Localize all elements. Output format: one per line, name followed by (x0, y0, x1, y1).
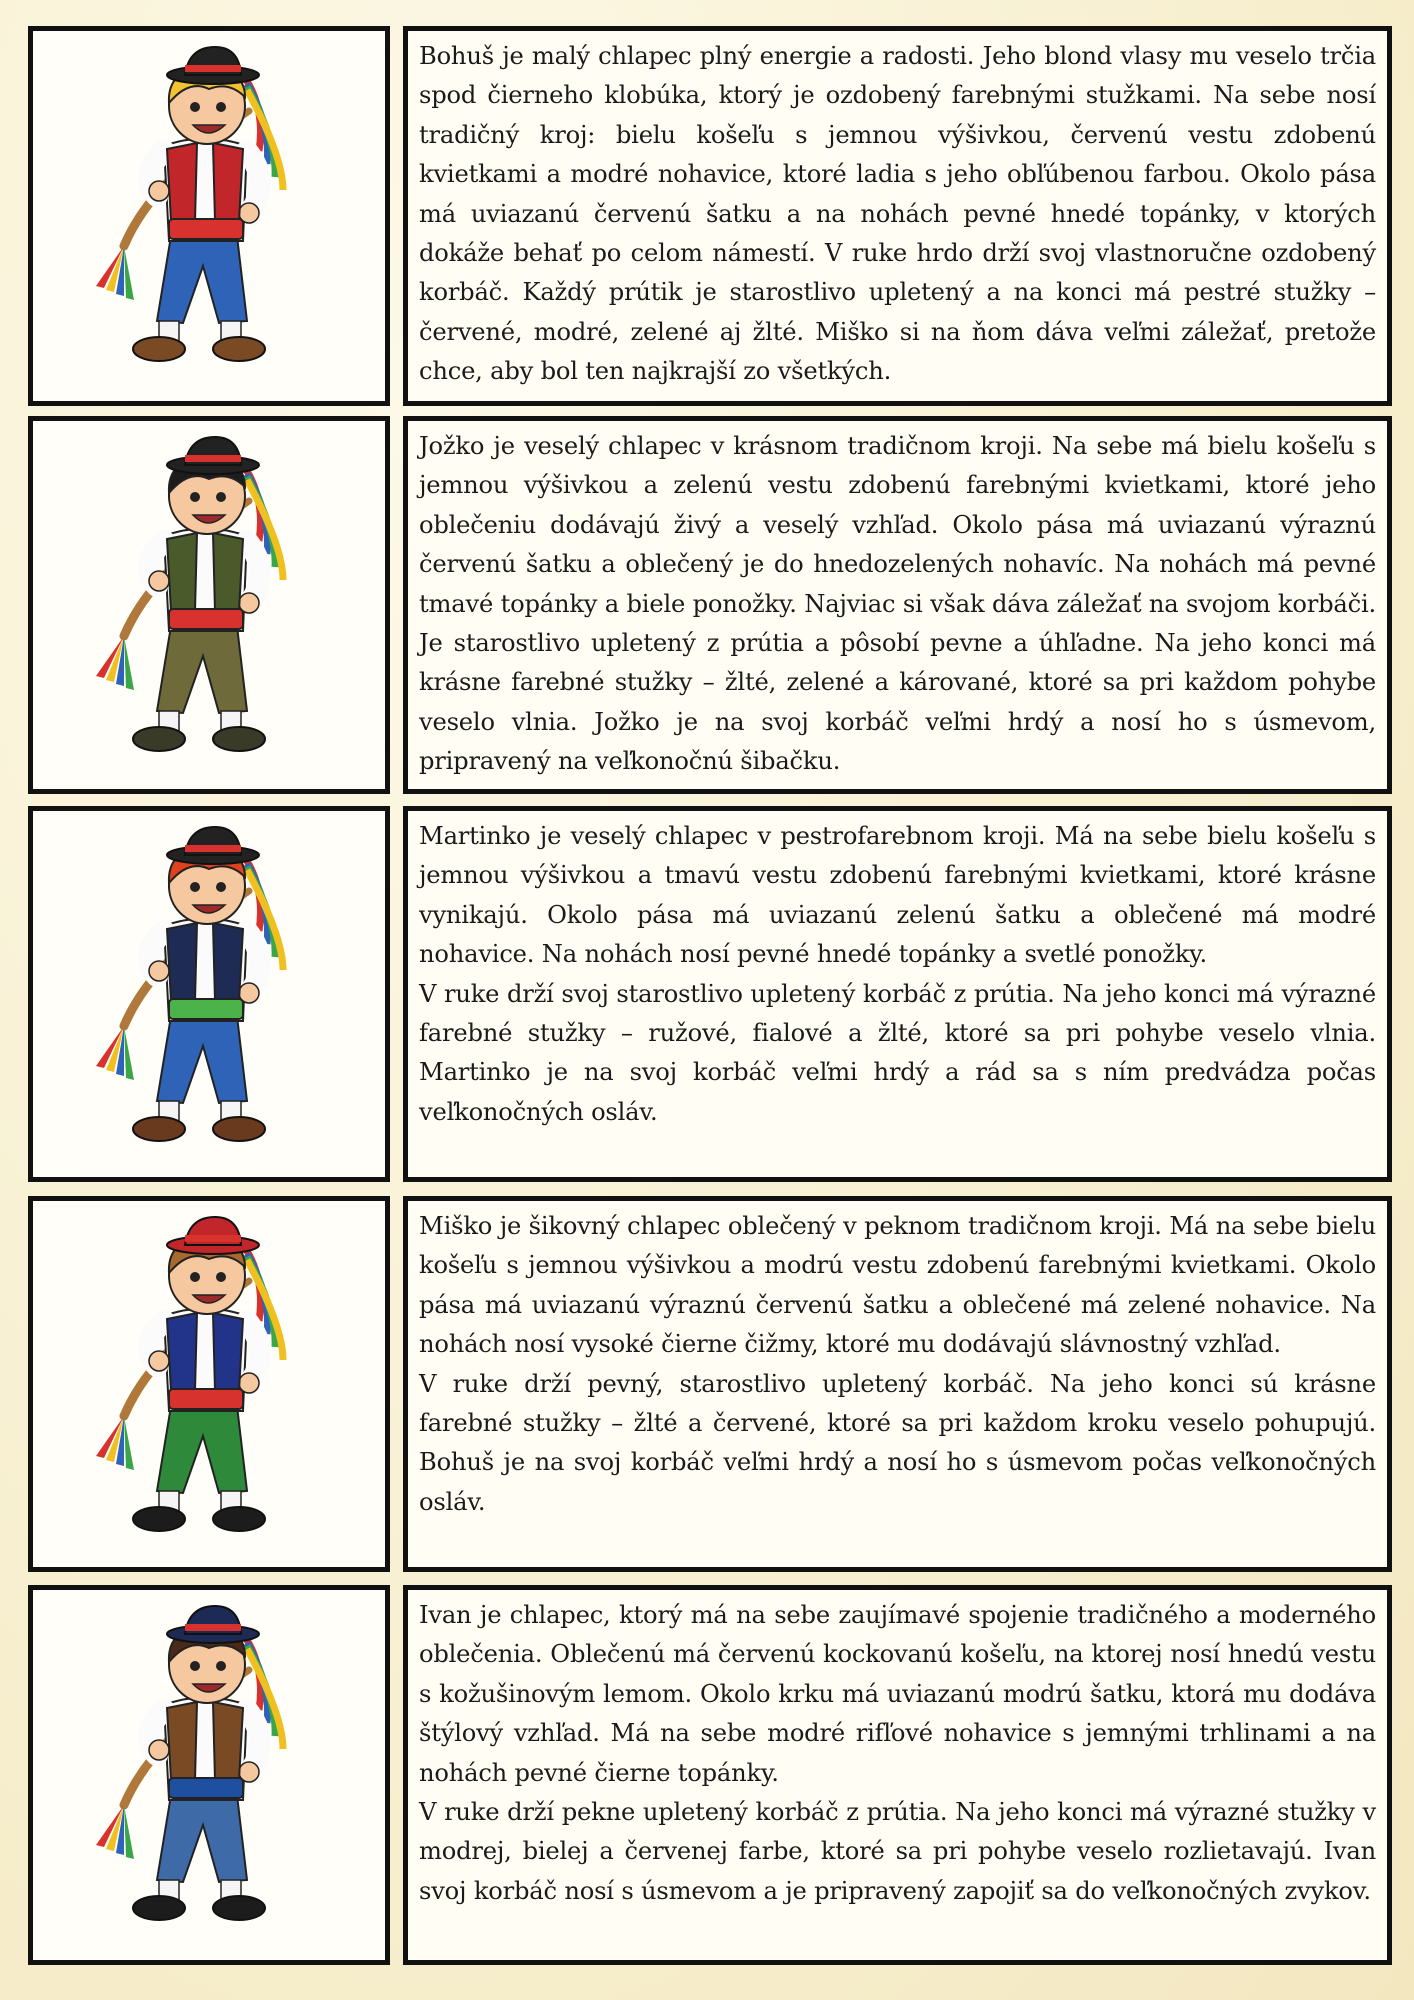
character-description (403, 416, 1392, 794)
hand-left (149, 1351, 169, 1371)
shoe-left (133, 1896, 185, 1920)
hand-left (149, 181, 169, 201)
arm-right (247, 1710, 260, 1770)
sash (169, 1778, 243, 1798)
description-paragraph: Jožko je veselý chlapec v krásnom tradičnom kroji. Na sebe má bielu košeľu s jemnou výšivkou a zelenú vestu zdobenú farebnými kvietkami, ktoré jeho oblečeniu dodávajú živý a veselý vzhľad. Okolo pása má uviazanú výraznú červenú šatku a oblečený je do hnedozelených nohavíc. Na nohách má pevné tmavé topánky a biele ponožky. Najviac si však dáva záležať na svojom korbáči. Je starostlivo upletený z prútia a pôsobí pevne a úhľadne. Na jeho konci má krásne farebné stužky – žlté, zelené a kárované, ktoré sa pri každom pohybe veselo vlnia. Jožko je na svoj korbáč veľmi hrdý a nosí ho s úsmevom, pripravený na veľkonočnú šibačku. (419, 432, 1376, 776)
hat-band (185, 455, 241, 462)
eye-left (190, 882, 200, 892)
eye-left (190, 1661, 200, 1671)
shoe-left (133, 727, 185, 751)
vest-left (167, 923, 197, 1001)
eye-left (190, 102, 200, 112)
vest-right (213, 1702, 243, 1780)
character-illustration (28, 1585, 390, 1965)
vest-right (213, 143, 243, 221)
sash (169, 219, 243, 239)
boy-figure-illustration (33, 31, 385, 401)
shoe-left (133, 1507, 185, 1531)
sash (169, 999, 243, 1019)
hand-left (149, 1740, 169, 1760)
eye-right (216, 1272, 226, 1282)
character-illustration (28, 1196, 390, 1572)
boy-figure (96, 47, 283, 361)
sash (169, 609, 243, 629)
ribbon-icon (124, 1416, 134, 1470)
description-paragraph: V ruke drží pevný, starostlivo upletený korbáč. Na jeho konci sú krásne farebné stužky – žlté a červené, ktoré sa pri každom kroku veselo pohupujú. Bohuš je na svoj korbáč veľmi hrdý a nosí ho s úsmevom počas veľkonočných osláv. (419, 1369, 1376, 1516)
boy-figure-illustration (33, 811, 385, 1177)
character-description (403, 806, 1392, 1182)
eye-right (216, 882, 226, 892)
boy-figure-illustration (33, 1590, 385, 1960)
character-card (28, 416, 1392, 794)
vest-left (167, 1702, 197, 1780)
character-illustration (28, 26, 390, 406)
character-card (28, 806, 1392, 1182)
character-card (28, 26, 1392, 406)
vest-right (213, 923, 243, 1001)
boy-figure (96, 1606, 283, 1920)
shoe-right (213, 727, 265, 751)
character-card (28, 1196, 1392, 1572)
eye-right (216, 102, 226, 112)
arm-right (247, 151, 260, 211)
arm-right (247, 541, 260, 601)
shoe-right (213, 337, 265, 361)
boy-figure (96, 437, 283, 751)
boy-figure-illustration (33, 421, 385, 789)
hat-band (185, 65, 241, 72)
description-paragraph: Martinko je veselý chlapec v pestrofarebnom kroji. Má na sebe bielu košeľu s jemnou výšivkou a tmavú vestu zdobenú farebnými kvietkami, ktoré krásne vynikajú. Okolo pása má uviazanú zelenú šatku a oblečené má modré nohavice. Na nohách nosí pevné hnedé topánky a svetlé ponožky. (419, 822, 1376, 969)
eye-right (216, 1661, 226, 1671)
vest-right (213, 1313, 243, 1391)
hat-band (185, 1235, 241, 1242)
shoe-right (213, 1117, 265, 1141)
hand-left (149, 571, 169, 591)
description-paragraph: Bohuš je malý chlapec plný energie a radosti. Jeho blond vlasy mu veselo trčia spod čierneho klobúka, ktorý je ozdobený farebnými stužkami. Na sebe nosí tradičný kroj: bielu košeľu s jemnou výšivkou, červenú vestu zdobenú kvietkami a modré nohavice, ktoré ladia s jeho obľúbenou farbou. Okolo pása má uviazanú červenú šatku a na nohách pevné hnedé topánky, v ktorých dokáže behať po celom námestí. V ruke hrdo drží svoj vlastnoručne ozdobený korbáč. Každý prútik je starostlivo upletený a na konci má pestré stužky – červené, modré, zelené aj žlté. Miško si na ňom dáva veľmi záležať, pretože chce, aby bol ten najkrajší zo všetkých. (419, 42, 1376, 386)
boy-figure (96, 1217, 283, 1531)
vest-left (167, 143, 197, 221)
boy-figure (96, 827, 283, 1141)
pants (157, 1795, 247, 1882)
character-illustration (28, 806, 390, 1182)
eye-right (216, 492, 226, 502)
shoe-left (133, 1117, 185, 1141)
arm-right (247, 1321, 260, 1381)
hand-left (149, 961, 169, 981)
vest-left (167, 533, 197, 611)
description-paragraph: Ivan je chlapec, ktorý má na sebe zaujímavé spojenie tradičného a moderného oblečenia. Oblečenú má červenú kockovanú košeľu, na ktorej nosí hnedú vestu s kožušinovým lemom. Okolo krku má uviazanú modrú šatku, ktorá mu dodáva štýlový vzhľad. Má na sebe modré rifľové nohavice s jemnými trhlinami a na nohách pevné čierne topánky. (419, 1601, 1376, 1787)
shoe-right (213, 1507, 265, 1531)
character-card (28, 1585, 1392, 1965)
ribbon-icon (124, 1026, 134, 1080)
description-paragraph: V ruke drží svoj starostlivo upletený korbáč z prútia. Na jeho konci má výrazné farebné stužky – ružové, fialové a žlté, ktoré sa pri pohybe veselo vlnia. Martinko je na svoj korbáč veľmi hrdý a rád sa s ním predvádza počas veľkonočných osláv. (419, 979, 1376, 1126)
ribbon-icon (124, 1805, 134, 1859)
character-illustration (28, 416, 390, 794)
hat-band (185, 1624, 241, 1631)
eye-left (190, 492, 200, 502)
character-description (403, 26, 1392, 406)
boy-figure-illustration (33, 1201, 385, 1567)
vest-left (167, 1313, 197, 1391)
character-description (403, 1196, 1392, 1572)
description-paragraph: V ruke drží pekne upletený korbáč z prútia. Na jeho konci má výrazné stužky v modrej, bielej a červenej farbe, ktoré sa pri pohybe veselo rozlietavajú. Ivan svoj korbáč nosí s úsmevom a je pripravený zapojiť sa do veľkonočných zvykov. (419, 1798, 1376, 1905)
pants (157, 1016, 247, 1103)
sash (169, 1389, 243, 1409)
arm-right (247, 931, 260, 991)
ribbon-icon (124, 636, 134, 690)
hat-band (185, 845, 241, 852)
pants (157, 1406, 247, 1493)
shoe-right (213, 1896, 265, 1920)
eye-left (190, 1272, 200, 1282)
pants (157, 236, 247, 323)
pants (157, 626, 247, 713)
ribbon-icon (124, 246, 134, 300)
description-paragraph: Miško je šikovný chlapec oblečený v peknom tradičnom kroji. Má na sebe bielu košeľu s jemnou výšivkou a modrú vestu zdobenú farebnými kvietkami. Okolo pása má uviazanú výraznú červenú šatku a oblečené má zelené nohavice. Na nohách nosí vysoké čierne čižmy, ktoré mu dodávajú slávnostný vzhľad. (419, 1212, 1376, 1359)
shoe-left (133, 337, 185, 361)
vest-right (213, 533, 243, 611)
character-description (403, 1585, 1392, 1965)
